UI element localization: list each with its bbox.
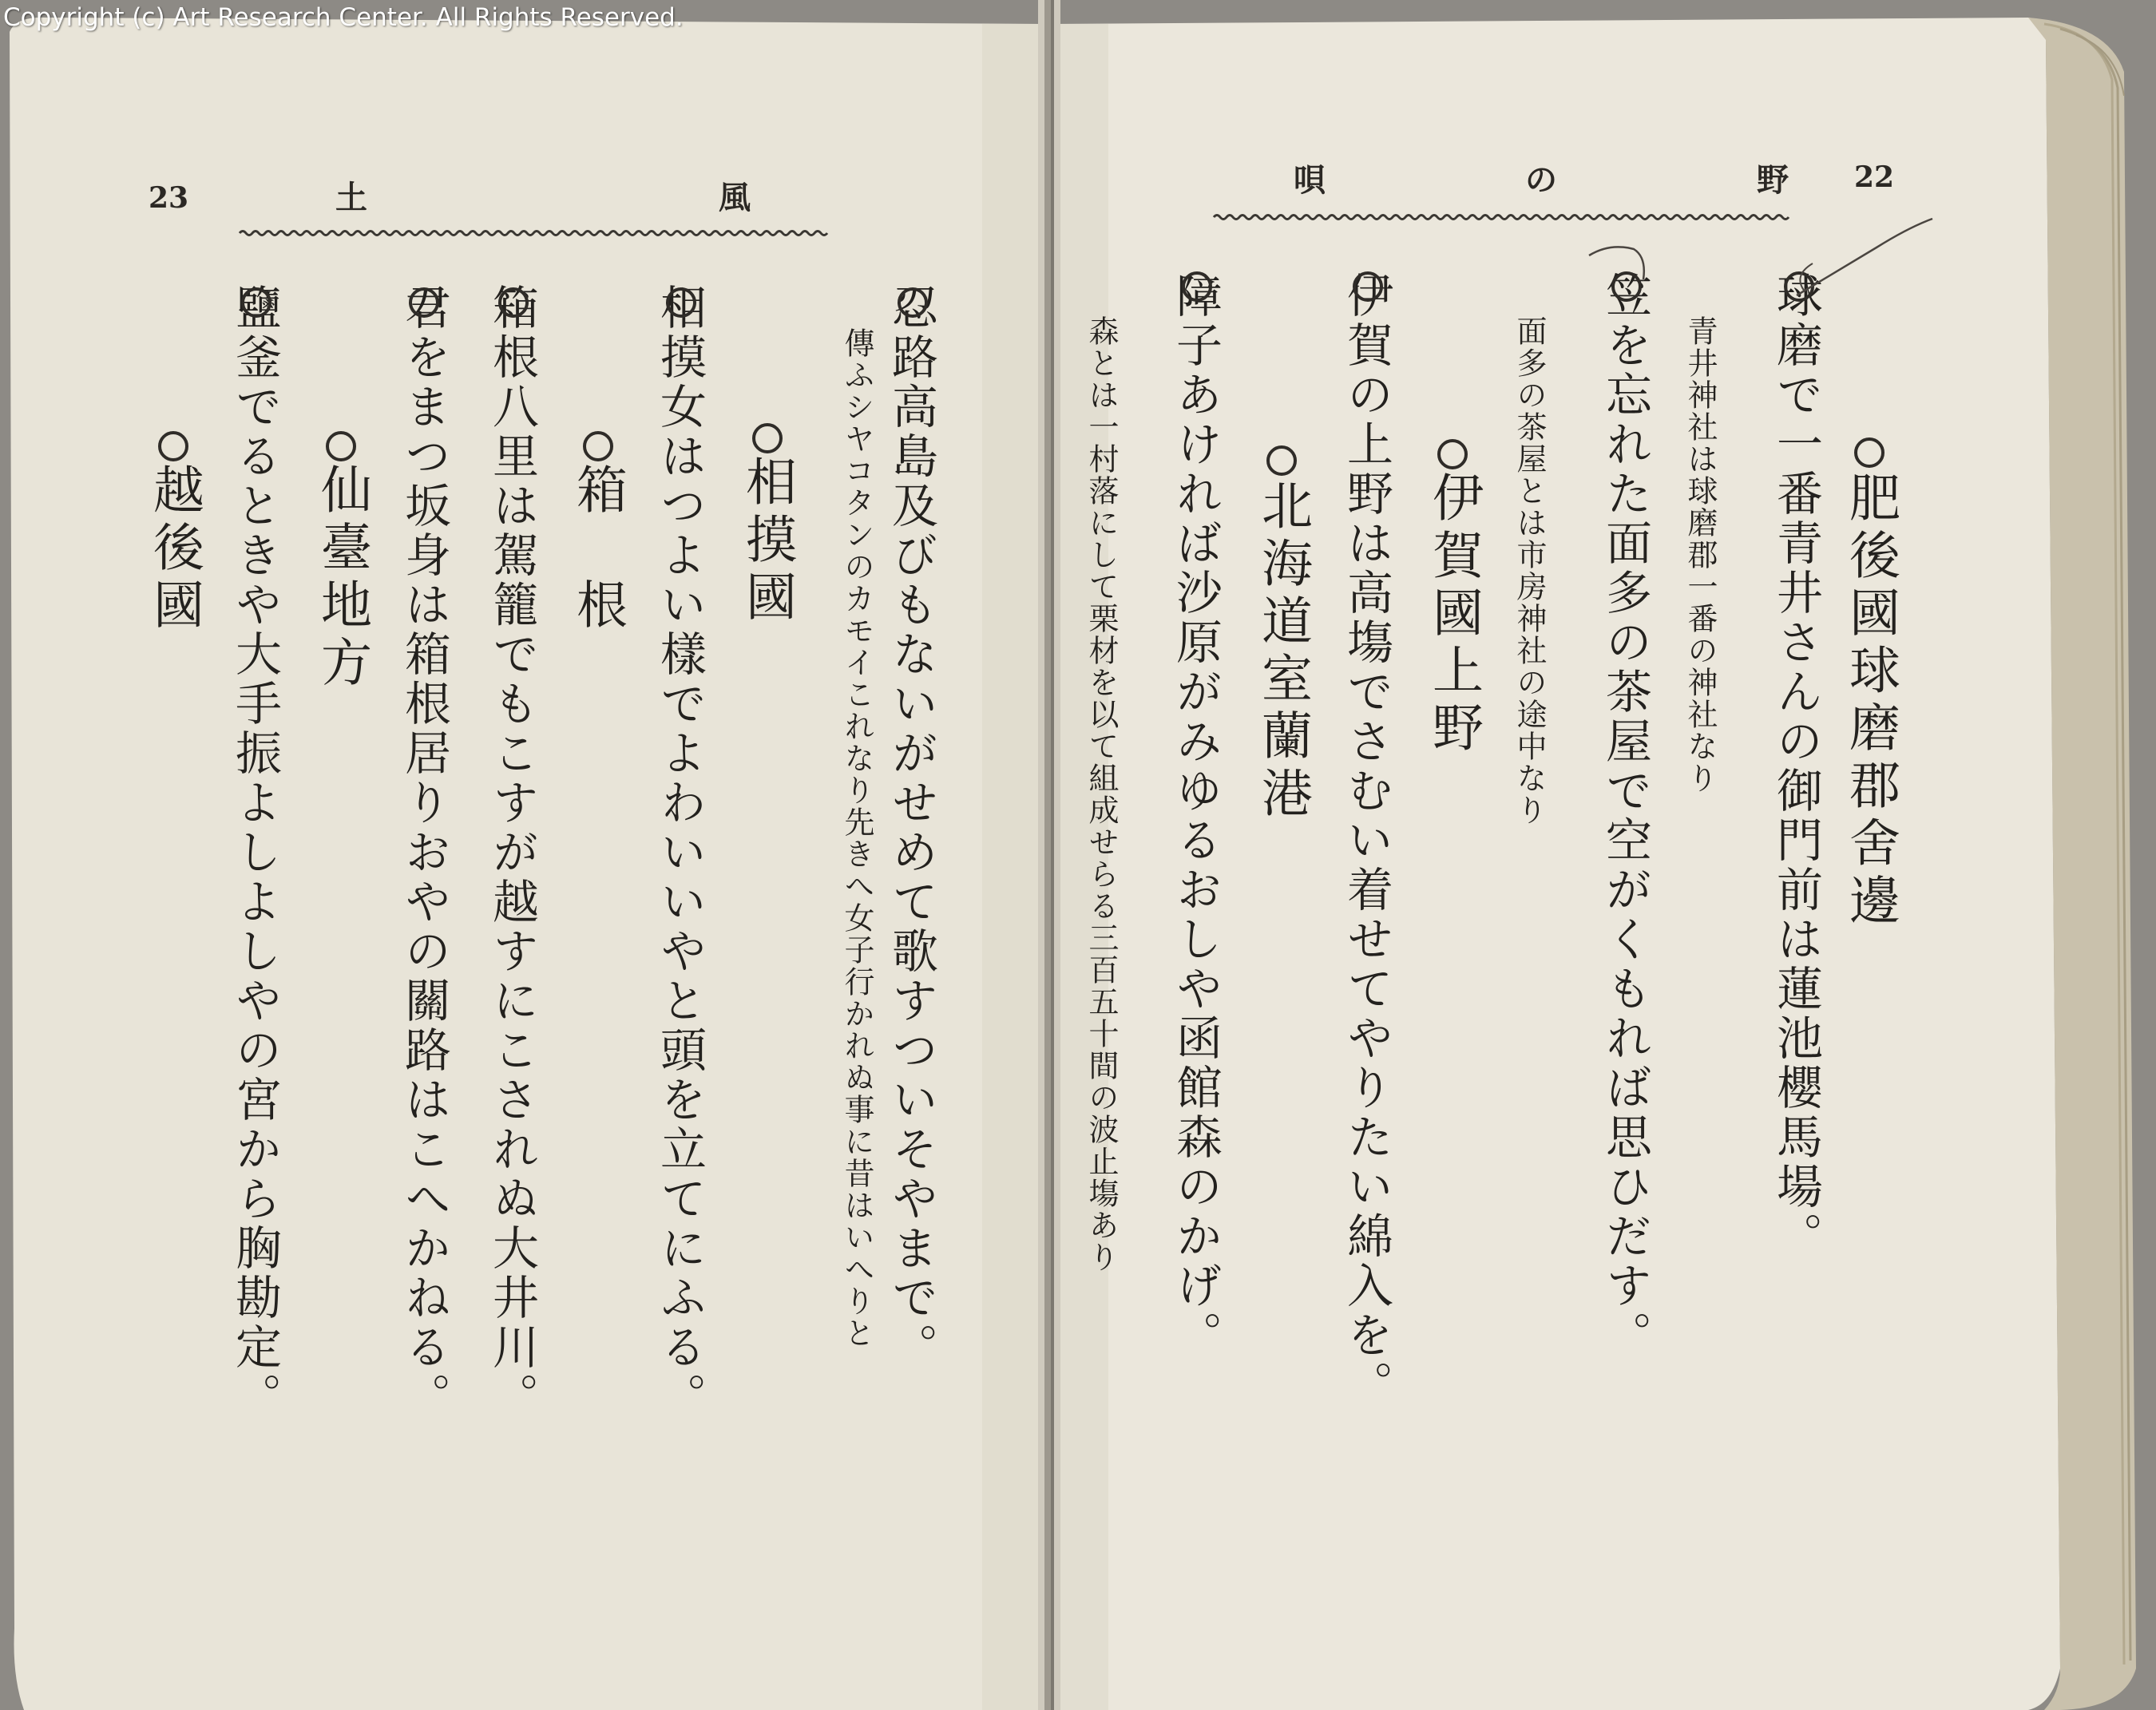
annotation-column: 森とは一村落にして栗材を以て組成せらる三百五十間の波止塲あり	[1084, 315, 1119, 1273]
circle-mark-icon	[1266, 445, 1297, 476]
right-page	[1046, 0, 2156, 1710]
verse-column: 笠を忘れた面多の茶屋で空がくもれば思ひだす。	[1598, 271, 1652, 1360]
verse-column: 相摸女はつよい樣でよわいいやと頭を立てにふる。	[652, 283, 707, 1422]
section-heading: 肥後國球磨郡舍邊	[1841, 471, 1900, 931]
verse-column: 君をまつ坂身は箱根居りおやの關路はこへかねる。	[397, 283, 451, 1422]
annotation-column: 青井神社は球磨郡一番の神社なり	[1682, 315, 1718, 794]
copyright-notice: Copyright (c) Art Research Center. All Rights Reserved.	[3, 3, 684, 32]
circle-mark-icon	[326, 431, 356, 461]
section-heading: 越後國	[145, 463, 204, 635]
pencil-mark-icon	[1789, 216, 1940, 303]
left-page	[0, 0, 1046, 1710]
running-head-char: の	[1525, 160, 1557, 199]
verse-column: 球磨で一番青井さんの御門前は蓮池櫻馬場。	[1769, 271, 1823, 1261]
running-head-char: 土	[335, 178, 367, 216]
section-heading: 仙臺地方	[312, 463, 371, 693]
annotation-column: 面多の茶屋とは市房神社の途中なり	[1512, 315, 1547, 826]
running-head	[327, 171, 759, 219]
circle-mark-icon	[158, 431, 188, 461]
section-heading: 相摸國	[737, 455, 796, 627]
pencil-mark-icon	[1586, 239, 1650, 287]
running-head-char: 野	[1757, 160, 1789, 199]
circle-mark-icon	[1854, 437, 1885, 468]
running-head-char: 風	[719, 178, 751, 216]
verse-column: 鹽釜でるときや大手振よしよしやの宮から胸勘定。	[228, 283, 282, 1422]
circle-mark-icon	[409, 287, 439, 318]
circle-mark-icon	[241, 287, 271, 318]
running-head-char: 唄	[1294, 160, 1326, 199]
circle-mark-icon	[666, 287, 696, 318]
running-head	[1286, 153, 1797, 201]
annotation-column: 傳ふシヤコタンのカモイこれなり先きへ女子行かれぬ事に昔はいへりと	[839, 327, 874, 1349]
circle-mark-icon	[898, 287, 928, 318]
circle-mark-icon	[498, 287, 529, 318]
circle-mark-icon	[1353, 271, 1383, 302]
section-heading: 伊賀國上野	[1424, 471, 1483, 758]
circle-mark-icon	[583, 431, 613, 461]
verse-column: 箱根八里は駕籠でもこすが越すにこされぬ大井川。	[485, 283, 539, 1422]
verse-column: 障子あければ沙原がみゆるおしや函館森のかげ。	[1168, 271, 1223, 1360]
circle-mark-icon	[1182, 271, 1212, 302]
verse-column: 伊賀の上野は高塲でさむい着せてやりたい綿入を。	[1339, 271, 1393, 1410]
circle-mark-icon	[1437, 439, 1468, 469]
circle-mark-icon	[752, 423, 783, 453]
section-heading: 箱 根	[568, 463, 627, 635]
section-heading: 北海道室蘭港	[1253, 479, 1312, 824]
verse-column: 忍路高島及びもないがせめて歌すついそやまで。	[884, 283, 938, 1372]
page-number: 23	[149, 181, 189, 215]
page-number: 22	[1854, 160, 1895, 194]
